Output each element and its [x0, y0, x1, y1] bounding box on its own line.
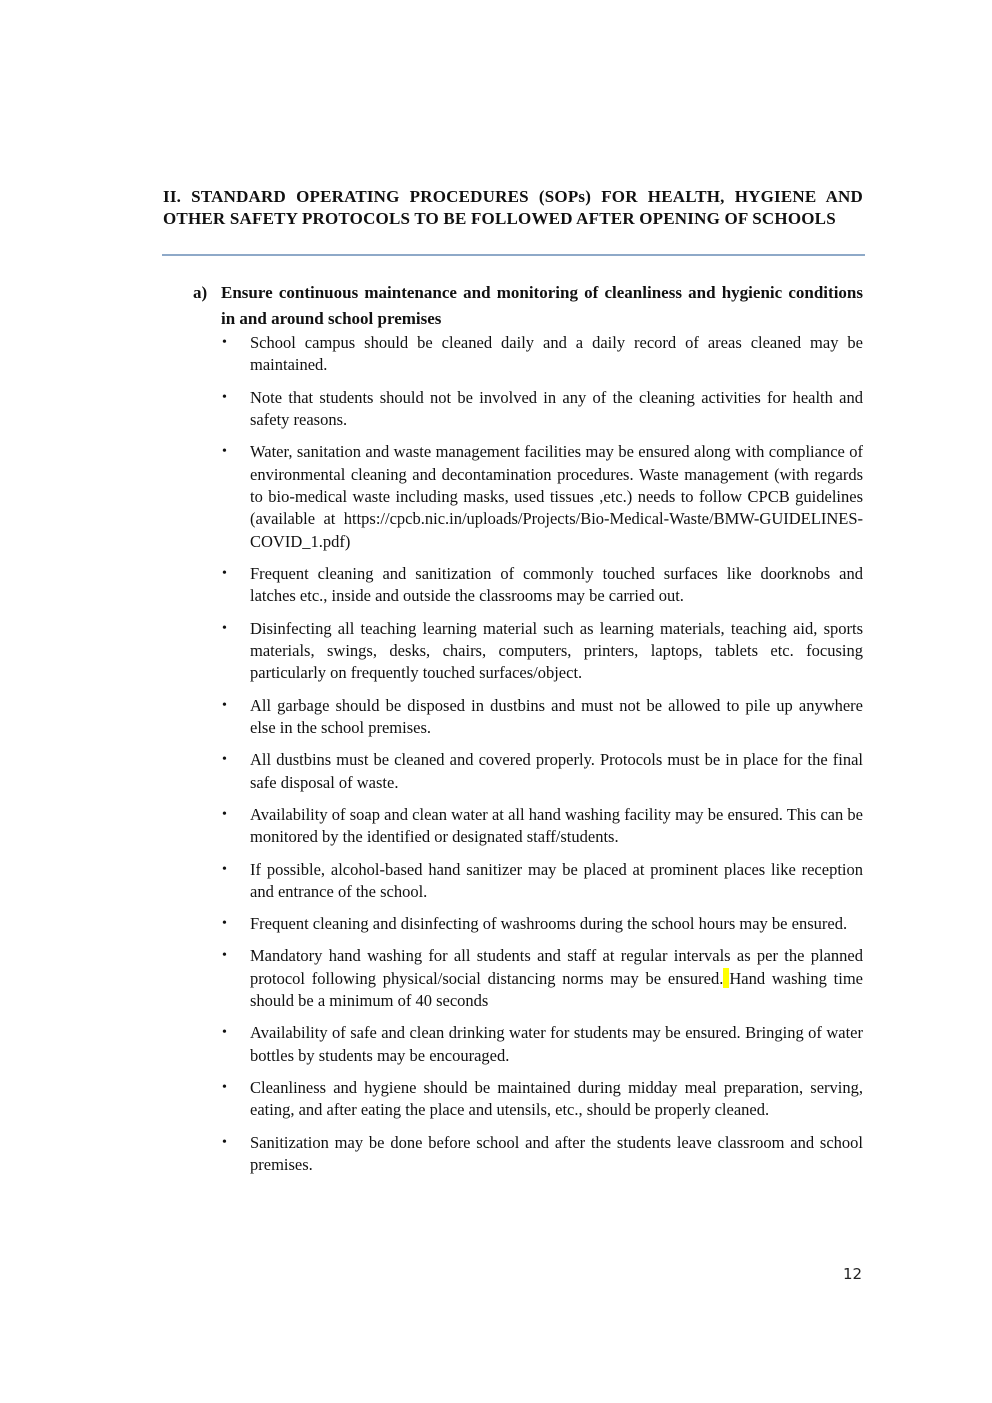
list-item-text: Cleanliness and hygiene should be maintained during midday meal preparation, serving, eating, and after eating the place and utensils, etc., should be properly cleaned.: [250, 1077, 863, 1120]
list-item: [222, 859, 863, 904]
list-item: [222, 913, 863, 935]
list-item: [222, 1077, 863, 1122]
bullet-icon: •: [222, 916, 227, 932]
bullet-icon: •: [222, 752, 227, 768]
bullet-icon: •: [222, 1025, 227, 1041]
list-item-text: All garbage should be disposed in dustbins and must not be allowed to pile up anywhere else in the school premises.: [250, 695, 863, 738]
section-title-text: Ensure continuous maintenance and monitoring of cleanliness and hygienic conditions in and around school premises: [221, 283, 863, 328]
list-item: [222, 749, 863, 794]
list-item: [222, 1022, 863, 1067]
list-item: [222, 804, 863, 849]
list-item: [222, 1132, 863, 1177]
list-item-text: School campus should be cleaned daily and a daily record of areas cleaned may be maintained.: [250, 333, 863, 375]
list-item-text: Availability of soap and clean water at all hand washing facility may be ensured. This can be monitored by the identified or designated staff/students.: [250, 804, 863, 847]
bullet-list: [193, 332, 863, 1176]
bullet-icon: •: [222, 1134, 227, 1150]
bullet-icon: •: [222, 948, 227, 964]
list-item-text: Availability of safe and clean drinking water for students may be ensured. Bringing of water bottles by students may be encouraged.: [250, 1023, 863, 1065]
bullet-icon: •: [222, 1079, 227, 1095]
list-item-text: Frequent cleaning and disinfecting of washrooms during the school hours may be ensured.: [250, 914, 848, 934]
list-item-text: Sanitization may be done before school and after the students leave classroom and school premises.: [250, 1132, 863, 1174]
list-item: [222, 441, 863, 553]
list-item-text: Note that students should not be involved in any of the cleaning activities for health and safety reasons.: [250, 387, 863, 430]
list-item: [222, 332, 863, 377]
list-item-text: Frequent cleaning and sanitization of commonly touched surfaces like doorknobs and latches etc., inside and outside the classrooms may be carried out.: [250, 564, 863, 606]
list-item: [222, 618, 863, 685]
section-a-title: [193, 280, 863, 332]
section-marker: a): [193, 283, 208, 302]
bullet-icon: •: [222, 697, 227, 713]
section-heading: II. STANDARD OPERATING PROCEDURES (SOPs) FOR HEALTH, HYGIENE AND OTHER SAFETY PROTOCOLS TO BE FOLLOWED AFTER OPENING OF SCHOOLS: [163, 187, 863, 228]
list-item-hand-washing: [222, 945, 863, 1012]
bullet-icon: •: [222, 335, 227, 350]
list-item-text: Disinfecting all teaching learning material such as learning materials, teaching aid, sports materials, swings, desks, chairs, computers, printers, laptops, tablets etc. focusing particularly on frequently touched surfaces/object.: [250, 618, 863, 683]
bullet-icon: •: [222, 444, 227, 460]
heading-underline: [162, 254, 865, 256]
hand-washing-text-part1: Mandatory hand washing for all students and staff at regular intervals as per the planned protocol following physical/social distancing norms may be ensured.: [250, 946, 863, 988]
bullet-icon: •: [222, 861, 227, 877]
list-item: [222, 563, 863, 608]
page-number: 12: [843, 1265, 863, 1283]
section-a: [193, 280, 863, 1186]
list-item-text: If possible, alcohol-based hand sanitizer may be placed at prominent places like reception and entrance of the school.: [250, 859, 863, 901]
list-item-text: [250, 945, 863, 1012]
list-item: [222, 695, 863, 740]
list-item-text: All dustbins must be cleaned and covered properly. Protocols must be in place for the final safe disposal of waste.: [250, 750, 863, 792]
list-item-text: Water, sanitation and waste management facilities may be ensured along with compliance of environmental cleaning and decontamination procedures. Waste management (with regards to bio-medical waste including masks, used tissues ,etc.) needs to follow CPCB guidelines (available at https://cpcb.nic.in/uploads/Projects/Bio-Medical-Waste/BMW-GUIDELINES-COVID_1.pdf): [250, 442, 863, 551]
list-item: [222, 387, 863, 432]
bullet-icon: •: [222, 566, 227, 582]
bullet-icon: •: [222, 620, 227, 636]
bullet-icon: •: [222, 389, 227, 405]
hand-washing-text-part2: Hand washing time should be a minimum of 40 seconds: [250, 968, 863, 1011]
bullet-icon: •: [222, 806, 227, 822]
